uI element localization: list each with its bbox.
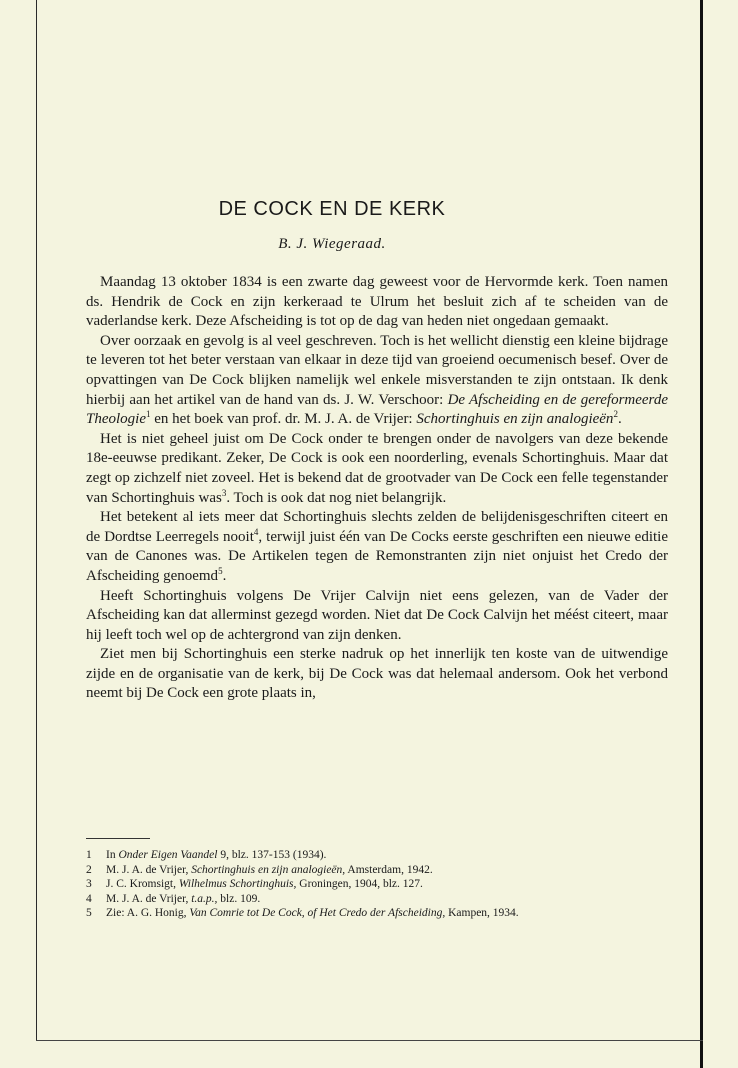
footnote-text-part: 9, blz. 137-153 (1934). <box>217 849 327 861</box>
footnote-text-part: Zie: A. G. Honig, <box>106 907 190 920</box>
title-schortinghuis: Schortinghuis en zijn analogieën <box>416 411 614 428</box>
paragraph-3-text: Het is niet geheel juist om De Cock onder te brengen onder de navolgers van deze bekende 18e-eeuwse predikant. Zeker, De Cock is ook een noorderling, evenals Schortinghuis. Maar dat zegt op zichzelf niet zoveel. Het is bekend dat de grootvader van De Cock een felle tegenstander van Schortinghuis was <box>86 430 668 506</box>
footnote-item <box>86 892 668 907</box>
footnote-text-part: M. J. A. de Vrijer, <box>106 892 192 905</box>
footnote-text <box>106 892 668 907</box>
footnote-number: 2 <box>86 863 92 876</box>
footnote-number: 4 <box>86 892 92 905</box>
footnote-divider <box>86 838 150 839</box>
footnote-text-part: blz. 109. <box>217 892 261 905</box>
footnote-title: Van Comrie tot De Cock, of Het Credo der Afscheiding, <box>189 907 446 920</box>
footnote-text-part: Amsterdam, 1942. <box>345 863 433 876</box>
footnote-item <box>86 906 668 921</box>
paragraph-6: Ziet men bij Schortinghuis een sterke nadruk op het innerlijk ten koste van de uitwendige zijde en de organisatie van de kerk, bij De Cock was dat helemaal andersom. Ook het verbond neemt bij De Cock een grote plaats in, <box>86 646 668 702</box>
footnote-number: 1 <box>86 849 92 861</box>
footnote-item <box>86 848 668 863</box>
page-edge-bottom <box>36 1040 703 1041</box>
paragraph-3 <box>86 430 668 508</box>
paragraph-4 <box>86 508 668 586</box>
footnotes <box>86 848 668 921</box>
footnote-number: 3 <box>86 878 92 891</box>
paragraph-2 <box>86 332 668 430</box>
page-edge-right <box>700 0 703 1068</box>
paragraph-1: Maandag 13 oktober 1834 is een zwarte dag geweest voor de Hervormde kerk. Toen namen ds. Hendrik de Cock en zijn kerkeraad te Ulrum het besluit zich af te scheiden van de vaderlandse kerk. Deze Afscheiding is tot op de dag van heden niet ongedaan gemaakt. <box>86 274 668 330</box>
footnote-text-part: In <box>106 849 119 861</box>
footnote-ref-2[interactable]: 2 <box>613 409 618 420</box>
paragraph-2-text: Over oorzaak en gevolg is al veel geschreven. Toch is het wellicht dienstig een kleine bijdrage te leveren tot het beter verstaan van elkaar in deze tijd van groeiend oecumenisch besef. Over de opvattingen van De Cock blijken namelijk wel enkele misverstanden te zijn ontstaan. Ik denk hierbij aan het artikel van de hand van ds. J. W. Verschoor: <box>86 332 668 408</box>
paragraph-2-text: . <box>617 411 622 428</box>
footnote-title: Wilhelmus Schortinghuis, <box>178 878 297 891</box>
paragraph-4-text: . <box>222 567 227 584</box>
paragraph-2-text: en het boek van prof. dr. M. J. A. de Vrijer: <box>150 411 417 428</box>
footnote-text-part: M. J. A. de Vrijer, <box>106 863 192 876</box>
footnote-ref-4[interactable]: 4 <box>253 526 259 537</box>
paragraph-4-text: Het betekent al iets meer dat Schortinghuis slechts zelden de belijdenisgeschriften citeert en de Dordtse Leerregels nooit <box>86 509 668 545</box>
footnote-text-part: J. C. Kromsigt, <box>106 878 179 891</box>
paragraph-4-text: , terwijl juist één van De Cocks eerste geschriften een nieuwe editie van de Canones was. De Artikelen tegen de Remonstranten zijn niet onjuist het Credo der Afscheiding genoemd <box>86 528 668 584</box>
footnote-text <box>106 863 668 878</box>
paragraph-5: Heeft Schortinghuis volgens De Vrijer Calvijn niet eens gelezen, van de Vader der Afscheiding kan dat allerminst gezegd worden. Niet dat De Cock Calvijn het méést citeert, maar hij leeft toch wel op de achtergrond van zijn denken. <box>86 587 668 643</box>
footnote-ref-1[interactable]: 1 <box>146 409 151 420</box>
title-de-afscheiding: De Afscheiding en de gereformeerde Theologie <box>86 391 668 428</box>
footnote-text <box>106 848 668 863</box>
footnote-text-part: Kampen, 1934. <box>445 907 519 920</box>
footnote-ref-5[interactable]: 5 <box>218 565 223 576</box>
article-author: B. J. Wiegeraad. <box>278 236 386 252</box>
footnote-text-part: Groningen, 1904, blz. 127. <box>296 878 423 891</box>
paragraph-3-text: . Toch is ook dat nog niet belangrijk. <box>226 489 447 506</box>
footnote-ref-3[interactable]: 3 <box>221 487 227 498</box>
footnote-text <box>106 877 668 892</box>
article-title: DE COCK EN DE KERK <box>218 198 446 220</box>
footnote-text <box>106 906 668 921</box>
article-body <box>86 273 668 704</box>
footnote-item <box>86 863 668 878</box>
footnote-number: 5 <box>86 907 92 920</box>
page-edge-left <box>36 0 37 1040</box>
footnote-item <box>86 877 668 892</box>
footnote-title: Onder Eigen Vaandel <box>118 849 218 861</box>
footnote-title: Schortinghuis en zijn analogieën, <box>191 863 346 876</box>
footnote-title: t.a.p., <box>191 892 218 905</box>
